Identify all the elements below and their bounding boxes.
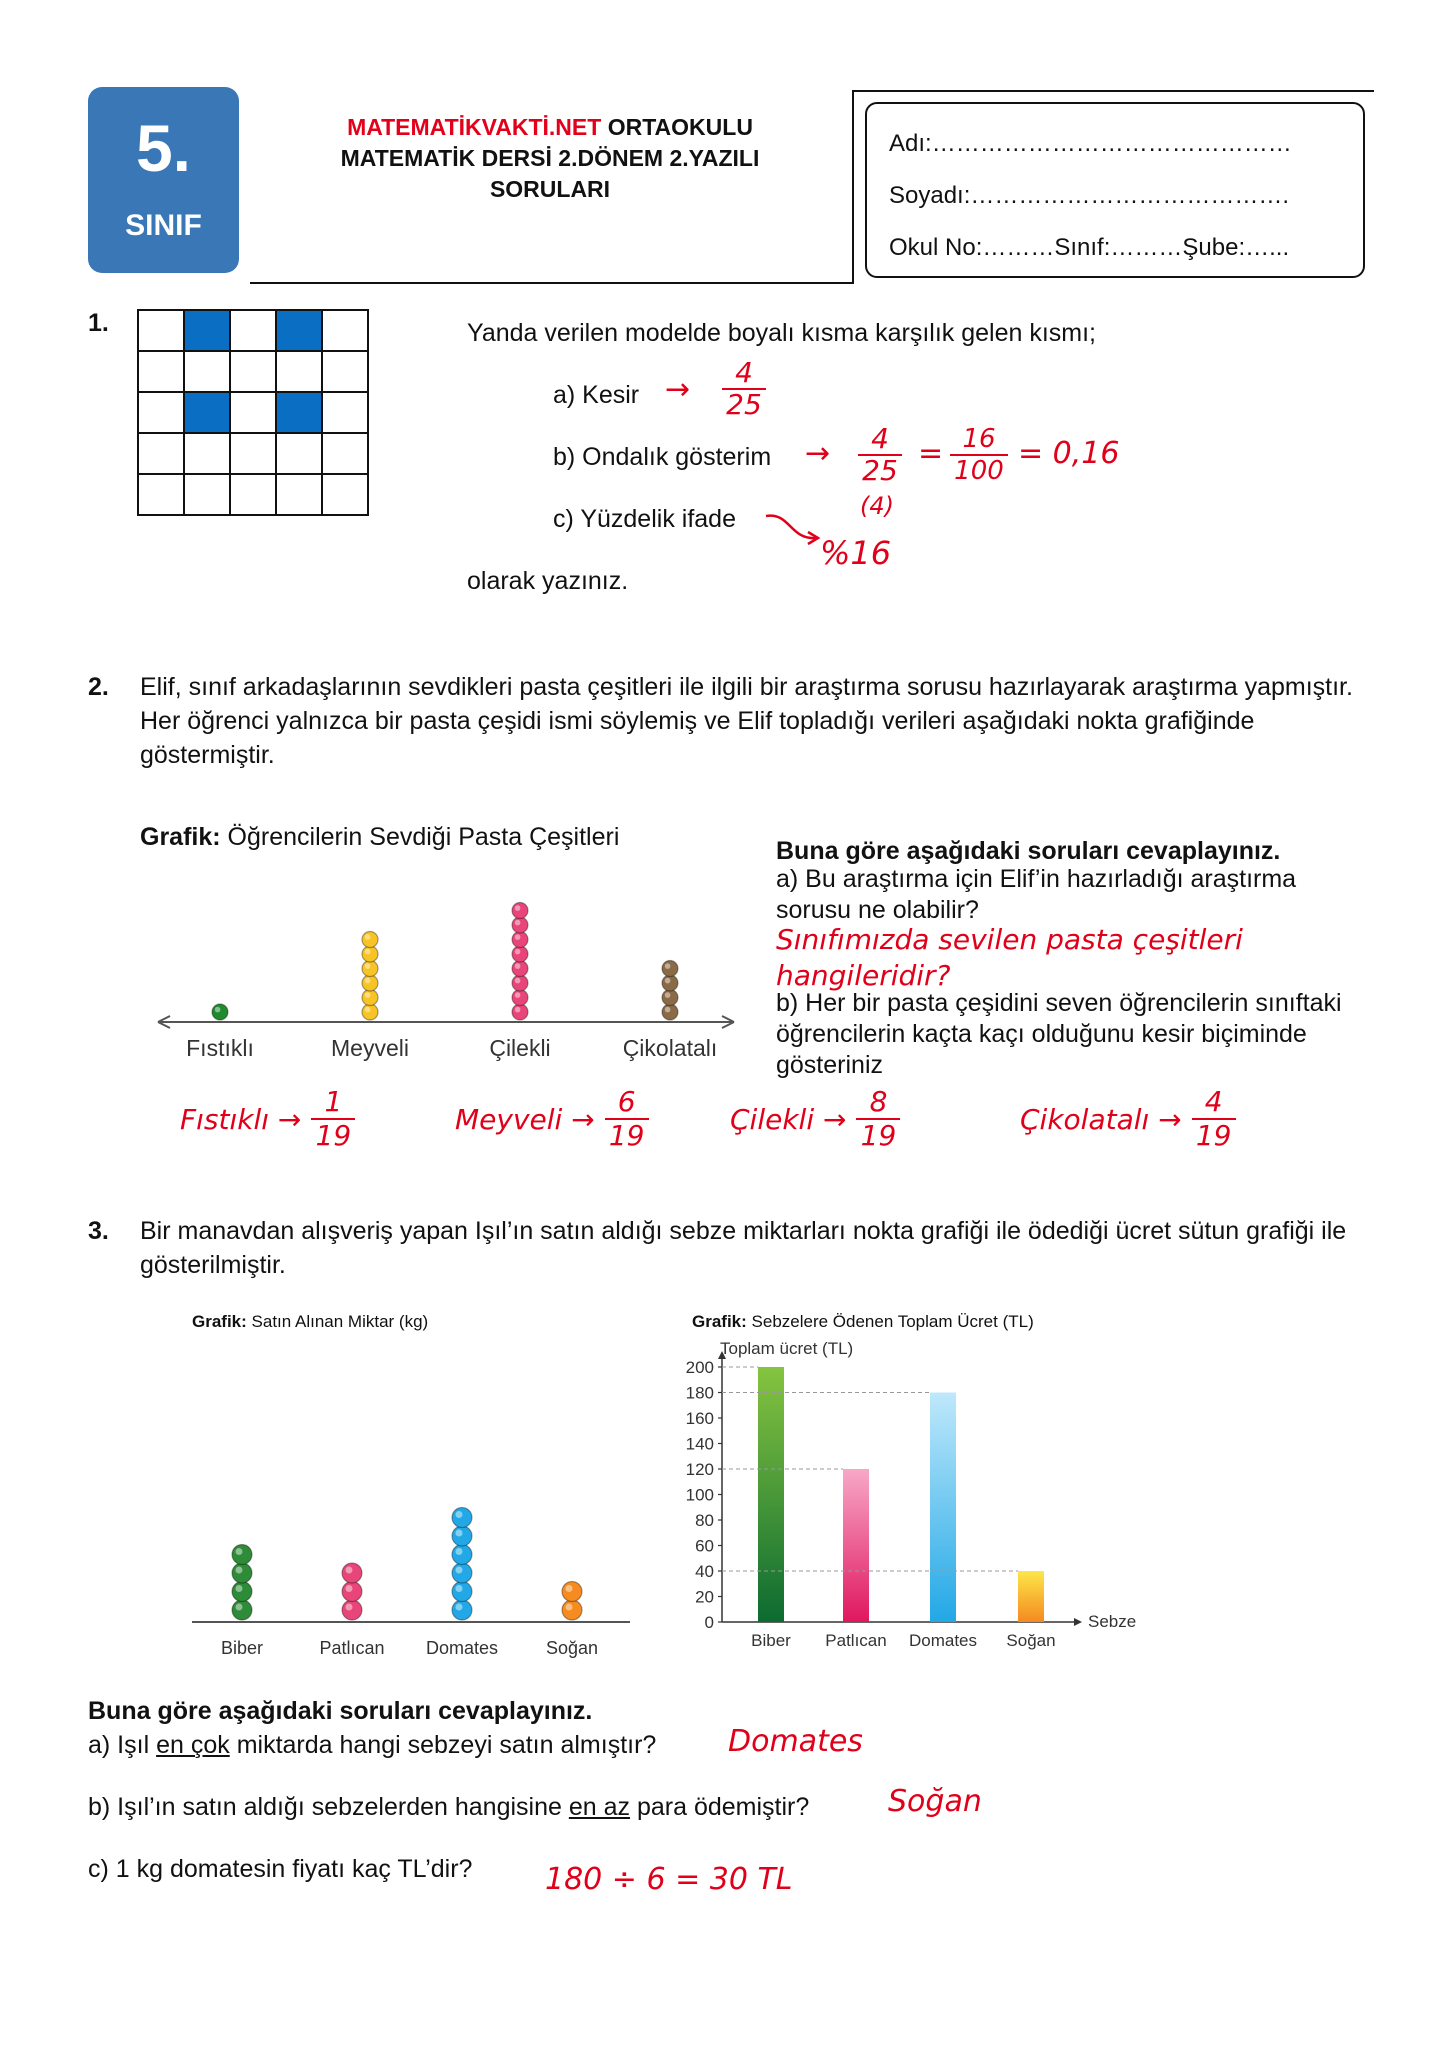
grid-cell xyxy=(230,351,276,392)
q3-text: Bir manavdan alışveriş yapan Işıl’ın satın aldığı sebze miktarları nokta grafiği ile ödediği ücret sütun grafiği ile gösterilmiştir. xyxy=(140,1217,1347,1279)
dot-Biber xyxy=(232,1563,252,1583)
dot-highlight xyxy=(515,934,521,940)
hw-answer-a: Domates xyxy=(728,1724,863,1759)
grid-cell xyxy=(276,474,322,515)
y-tick-label: 120 xyxy=(685,1460,714,1479)
dot-Çilekli xyxy=(512,1004,528,1020)
number-field[interactable]: Okul No:………Sınıf:………Şube:…... xyxy=(889,234,1290,261)
y-tick-label: 60 xyxy=(695,1536,714,1556)
dot-Çikolatalı xyxy=(662,990,678,1006)
dot-Meyveli xyxy=(362,975,378,991)
y-tick-label: 80 xyxy=(695,1511,714,1530)
hw-fraction-b2: 16 100 xyxy=(950,424,1008,486)
grid-cell-shaded xyxy=(276,392,322,433)
dot-Çilekli xyxy=(512,903,528,919)
hw-multiplier: (4) xyxy=(860,492,894,520)
hw-answer-c: 180 ÷ 6 = 30 TL xyxy=(545,1862,793,1897)
dot-Domates xyxy=(452,1526,472,1546)
dot-Çilekli xyxy=(512,917,528,933)
dot-highlight xyxy=(365,1007,371,1013)
dot-Meyveli xyxy=(362,961,378,977)
y-tick-label: 160 xyxy=(685,1409,714,1428)
q3-chart2-title: Grafik: Sebzelere Ödenen Toplam Ücret (TL) xyxy=(692,1312,1034,1331)
dot-highlight xyxy=(456,1567,463,1574)
dot-Meyveli xyxy=(362,990,378,1006)
x-axis-arrow xyxy=(1074,1618,1082,1626)
grid-cell xyxy=(276,433,322,474)
dot-highlight xyxy=(566,1604,573,1611)
dot-highlight xyxy=(456,1604,463,1611)
hw-fraction-label: Çikolatalı → xyxy=(1020,1102,1182,1136)
dot-Patlıcan xyxy=(342,1600,362,1620)
dot-highlight xyxy=(365,934,371,940)
dot-highlight xyxy=(515,905,521,911)
q1-b-label: b) Ondalık gösterim xyxy=(553,443,772,471)
dot-Çikolatalı xyxy=(662,961,678,977)
hw-fraction-a: 4 25 xyxy=(722,358,766,420)
x-axis-label: Sebze xyxy=(1088,1612,1137,1631)
q1-a-label: a) Kesir xyxy=(553,381,640,409)
dot-highlight xyxy=(236,1567,243,1574)
dot-highlight xyxy=(665,963,671,969)
hw-fraction: $\frac{1}{19}$ xyxy=(311,1086,355,1152)
site-name: MATEMATİKVAKTİ.NET xyxy=(347,114,602,140)
q2-chart-title: Grafik: Öğrencilerin Sevdiği Pasta Çeşitleri xyxy=(140,823,620,851)
dot-highlight xyxy=(665,1007,671,1013)
grid-cell-shaded xyxy=(184,310,230,351)
surname-field[interactable]: Soyadı:…………………………………. xyxy=(889,182,1290,209)
hw-fraction-label: Çilekli → xyxy=(730,1102,847,1136)
hw-fraction-row xyxy=(180,1086,1380,1166)
dot-Soğan xyxy=(562,1582,582,1602)
q1-prompt: Yanda verilen modelde boyalı kısma karşılık gelen kısmı; xyxy=(467,319,1096,347)
pastry-dot-plot xyxy=(150,870,750,1070)
dot-Çilekli xyxy=(512,961,528,977)
grid-cell xyxy=(322,474,368,515)
q3-instructions: Buna göre aşağıdaki soruları cevaplayınız. xyxy=(88,1697,593,1725)
grid-cell xyxy=(138,433,184,474)
dot-Domates xyxy=(452,1582,472,1602)
hw-arrow-a: → xyxy=(665,372,691,407)
hw-research-question: Sınıfımızda sevilen pasta çeşitleri hangileridir? xyxy=(776,923,1243,992)
price-bar-chart xyxy=(670,1332,1160,1662)
bar-Patlıcan xyxy=(843,1469,869,1622)
hw-arrow-b: → xyxy=(805,436,831,471)
grid-cell xyxy=(322,351,368,392)
hw-fraction-item xyxy=(730,1086,900,1152)
category-label: Çikolatalı xyxy=(622,1035,718,1061)
q2-text: Elif, sınıf arkadaşlarının sevdikleri pasta çeşitleri ile ilgili bir araştırma sorusu hazırlayarak araştırma yapmıştır. Her öğrenci yalnızca bir pasta çeşidi ismi söylemiş ve Elif topladığı verileri aşağıdaki nokta grafiğinde göstermiştir. xyxy=(140,673,1353,769)
dot-Patlıcan xyxy=(342,1582,362,1602)
grid-cell xyxy=(230,310,276,351)
dot-highlight xyxy=(456,1530,463,1537)
hw-fraction: $\frac{6}{19}$ xyxy=(605,1086,649,1152)
grid-cell-shaded xyxy=(276,310,322,351)
dot-highlight xyxy=(515,992,521,998)
dot-highlight xyxy=(365,992,371,998)
hw-fraction-label: Meyveli → xyxy=(455,1102,595,1136)
dot-Domates xyxy=(452,1600,472,1620)
category-label: Soğan xyxy=(545,1638,599,1658)
q1-c-label: c) Yüzdelik ifade xyxy=(553,505,736,533)
y-tick-label: 20 xyxy=(695,1587,714,1607)
dot-highlight xyxy=(515,949,521,955)
hw-fraction-item xyxy=(1020,1086,1236,1152)
bar-Soğan xyxy=(1018,1571,1044,1622)
dot-Çikolatalı xyxy=(662,1004,678,1020)
bar-Domates xyxy=(930,1393,956,1623)
dot-Domates xyxy=(452,1563,472,1583)
dot-highlight xyxy=(365,949,371,955)
dot-Meyveli xyxy=(362,946,378,962)
dot-highlight xyxy=(346,1604,353,1611)
category-label: Soğan xyxy=(1006,1631,1056,1650)
grid-cell xyxy=(276,351,322,392)
category-label: Patlıcan xyxy=(825,1631,887,1650)
hw-fraction-label: Fıstıklı → xyxy=(180,1102,302,1136)
category-label: Fıstıklı xyxy=(186,1035,254,1061)
category-label: Patlıcan xyxy=(319,1638,385,1658)
bar-Biber xyxy=(758,1367,784,1622)
q2-question-b: b) Her bir pasta çeşidini seven öğrencilerin sınıftaki öğrencilerin kaçta kaçı olduğunu kesir biçiminde gösteriniz xyxy=(776,989,1342,1079)
grid-cell xyxy=(230,474,276,515)
q1-number: 1. xyxy=(88,309,109,337)
dot-highlight xyxy=(456,1511,463,1518)
q2-instructions: Buna göre aşağıdaki soruları cevaplayınız. xyxy=(776,837,1281,865)
grid-cell xyxy=(138,474,184,515)
y-tick-label: 40 xyxy=(695,1562,714,1581)
grid-cell xyxy=(184,474,230,515)
dot-Meyveli xyxy=(362,1004,378,1020)
q3-number: 3. xyxy=(88,1217,109,1245)
grid-cell xyxy=(230,392,276,433)
dot-Çilekli xyxy=(512,946,528,962)
dot-Çilekli xyxy=(512,932,528,948)
dot-highlight xyxy=(236,1604,243,1611)
y-tick-label: 180 xyxy=(685,1383,714,1403)
category-label: Meyveli xyxy=(331,1035,409,1061)
dot-highlight xyxy=(215,1007,221,1013)
dot-highlight xyxy=(236,1585,243,1592)
header-rule xyxy=(250,282,854,284)
dot-highlight xyxy=(515,978,521,984)
q1-closing: olarak yazınız. xyxy=(467,567,629,595)
fraction-grid-model xyxy=(136,308,372,520)
y-tick-label: 100 xyxy=(685,1485,714,1505)
grid-cell xyxy=(322,310,368,351)
grade-number: 5. xyxy=(135,111,192,185)
category-label: Domates xyxy=(425,1638,499,1658)
hw-fraction-item xyxy=(180,1086,355,1152)
dot-Biber xyxy=(232,1600,252,1620)
dot-Domates xyxy=(452,1508,472,1528)
grid-cell xyxy=(138,392,184,433)
grid-cell xyxy=(184,433,230,474)
grid-cell xyxy=(184,351,230,392)
dot-highlight xyxy=(456,1548,463,1555)
hw-decimal: = 0,16 xyxy=(1018,436,1120,471)
dot-highlight xyxy=(515,920,521,926)
dot-highlight xyxy=(515,963,521,969)
dot-Meyveli xyxy=(362,932,378,948)
q3-chart1-title: Grafik: Satın Alınan Miktar (kg) xyxy=(192,1312,429,1331)
hw-equals: = xyxy=(918,436,944,471)
dot-Domates xyxy=(452,1545,472,1565)
category-label: Biber xyxy=(751,1631,791,1650)
category-label: Çilekli xyxy=(489,1035,551,1061)
page-title: MATEMATİKVAKTİ.NET ORTAOKULU MATEMATİK DERSİ 2.DÖNEM 2.YAZILI SORULARI xyxy=(340,114,760,202)
dot-Patlıcan xyxy=(342,1563,362,1583)
quantity-dot-plot xyxy=(190,1330,640,1660)
dot-highlight xyxy=(365,963,371,969)
q3-question-b: b) Işıl’ın satın aldığı sebzelerden hangisine en az para ödemiştir? xyxy=(88,1793,810,1821)
dot-highlight xyxy=(236,1548,243,1555)
hw-percent: %16 xyxy=(820,534,892,572)
category-label: Domates xyxy=(908,1631,978,1650)
q3-question-a: a) Işıl en çok miktarda hangi sebzeyi satın almıştır? xyxy=(88,1731,657,1759)
category-label: Biber xyxy=(220,1638,264,1658)
dot-Biber xyxy=(232,1582,252,1602)
q2-question-a: a) Bu araştırma için Elif’in hazırladığı araştırma sorusu ne olabilir? xyxy=(776,865,1297,924)
student-info-box xyxy=(865,102,1365,278)
hw-fraction-item xyxy=(455,1086,649,1152)
y-axis-label: Toplam ücret (TL) xyxy=(720,1339,854,1358)
dot-highlight xyxy=(665,978,671,984)
dot-highlight xyxy=(566,1585,573,1592)
grade-badge xyxy=(88,87,239,273)
grid-cell-shaded xyxy=(184,392,230,433)
q2-number: 2. xyxy=(88,673,109,701)
y-tick-label: 0 xyxy=(704,1613,714,1632)
y-tick-label: 200 xyxy=(685,1358,714,1377)
grid-cell xyxy=(230,433,276,474)
dot-Çikolatalı xyxy=(662,975,678,991)
name-field[interactable]: Adı:……………………………………… xyxy=(889,130,1292,157)
y-tick-label: 140 xyxy=(685,1434,714,1454)
grade-label: SINIF xyxy=(125,209,202,242)
dot-Fıstıklı xyxy=(212,1004,228,1020)
dot-highlight xyxy=(665,992,671,998)
q3-question-c: c) 1 kg domatesin fiyatı kaç TL’dir? xyxy=(88,1855,473,1883)
hw-answer-b: Soğan xyxy=(888,1784,982,1819)
hw-fraction: $\frac{4}{19}$ xyxy=(1192,1086,1236,1152)
grid-cell xyxy=(322,392,368,433)
dot-Biber xyxy=(232,1545,252,1565)
dot-highlight xyxy=(346,1585,353,1592)
dot-Çilekli xyxy=(512,975,528,991)
hw-fraction-b1: 4 25 xyxy=(858,424,902,486)
dot-highlight xyxy=(365,978,371,984)
grid-cell xyxy=(138,351,184,392)
dot-highlight xyxy=(515,1007,521,1013)
grid-cell xyxy=(138,310,184,351)
dot-highlight xyxy=(456,1585,463,1592)
dot-Çilekli xyxy=(512,990,528,1006)
grid-cell xyxy=(322,433,368,474)
dot-highlight xyxy=(346,1567,353,1574)
dot-Soğan xyxy=(562,1600,582,1620)
hw-fraction: $\frac{8}{19}$ xyxy=(856,1086,900,1152)
